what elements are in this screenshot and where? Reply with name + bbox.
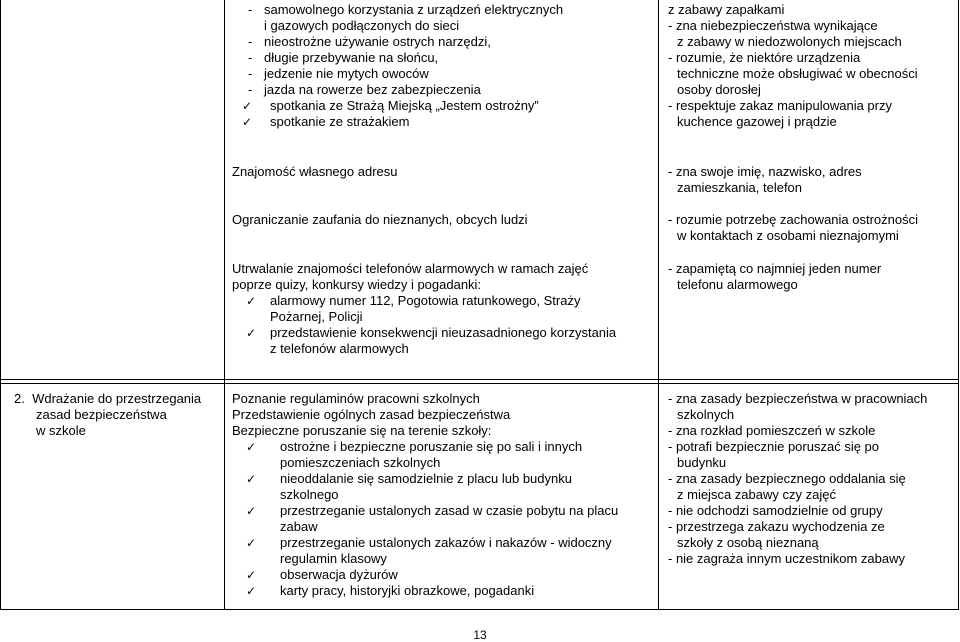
- list-item: [248, 66, 563, 82]
- outcome-line: kuchence gazowej i prądzie: [677, 114, 837, 129]
- table-border-bottom: [0, 609, 959, 610]
- list-item-text: nieostrożne używanie ostrych narzędzi,: [264, 34, 491, 49]
- outcome-line: - nie odchodzi samodzielnie od grupy: [668, 503, 883, 518]
- check-item-text: nieoddalanie się samodzielnie z placu lub budynku: [280, 471, 572, 486]
- check-list-item: [232, 325, 616, 357]
- checkmark-icon: ✓: [242, 99, 253, 113]
- check-item-text: karty pracy, historyjki obrazkowe, pogadanki: [280, 583, 535, 598]
- outcome-line: - zna zasady bezpieczeństwa w pracowniach: [668, 391, 928, 406]
- outcome-line: budynku: [677, 455, 727, 470]
- table-border-left: [0, 0, 1, 610]
- outcome-line: - rozumie, że niektóre urządzenia: [668, 50, 861, 65]
- check-item-text: z telefonów alarmowych: [270, 341, 409, 356]
- top-outcomes: [668, 2, 918, 130]
- address-outcome: [668, 164, 862, 196]
- outcome-line: z zabawy zapałkami: [668, 2, 785, 17]
- checkmark-icon: ✓: [246, 504, 257, 518]
- top-activities: [242, 2, 564, 130]
- trust-outcome-line: - rozumie potrzebę zachowania ostrożności: [668, 212, 919, 227]
- section2-outcomes: [668, 391, 927, 567]
- checkmark-icon: ✓: [246, 568, 257, 582]
- section2-heading: [14, 391, 201, 439]
- table-border-col2: [658, 0, 659, 610]
- dash-bullet: -: [248, 2, 253, 17]
- outcome-line: - zna rozkład pomieszczeń w szkole: [668, 423, 876, 438]
- check-item-text: pomieszczeniach szkolnych: [280, 455, 441, 470]
- outcome-line: - nie zagraża innym uczestnikom zabawy: [668, 551, 905, 566]
- list-item-text: długie przebywanie na słońcu,: [264, 50, 439, 65]
- phones-outcome: [668, 261, 881, 293]
- check-list-item: [242, 98, 563, 114]
- address-outcome-line: - zna swoje imię, nazwisko, adres: [668, 164, 862, 179]
- phones-intro-line: Utrwalanie znajomości telefonów alarmowych w ramach zajęć: [232, 261, 589, 276]
- outcome-line: - przestrzega zakazu wychodzenia ze: [668, 519, 885, 534]
- list-item-text: jedzenie nie mytych owoców: [264, 66, 429, 81]
- outcome-line: z miejsca zabawy czy zajęć: [677, 487, 836, 502]
- list-item: [248, 50, 563, 66]
- section2-heading-line: w szkole: [36, 423, 86, 438]
- section2-intro-line: Przedstawienie ogólnych zasad bezpieczeństwa: [232, 407, 511, 422]
- checkmark-icon: ✓: [246, 472, 257, 486]
- check-list-item: [232, 471, 618, 503]
- section2-activities: [232, 391, 618, 599]
- checkmark-icon: ✓: [246, 326, 257, 340]
- check-list-item: [232, 535, 618, 567]
- list-item-text: jazda na rowerze bez zabezpieczenia: [264, 82, 481, 97]
- check-list-item: [232, 293, 616, 325]
- check-list-item: [232, 439, 618, 471]
- check-item-text: przestrzeganie ustalonych zakazów i nakazów - widoczny: [280, 535, 612, 550]
- dash-bullet: -: [248, 50, 253, 65]
- outcome-line: szkoły z osobą nieznaną: [677, 535, 819, 550]
- checkmark-icon: ✓: [246, 584, 257, 598]
- check-item-text: ostrożne i bezpieczne poruszanie się po sali i innych: [280, 439, 583, 454]
- check-item-text: alarmowy numer 112, Pogotowia ratunkowego, Straży: [270, 293, 581, 308]
- check-item-text: Pożarnej, Policji: [270, 309, 363, 324]
- checkmark-icon: ✓: [242, 115, 253, 129]
- dash-bullet: -: [248, 82, 253, 97]
- check-item-text: zabaw: [280, 519, 318, 534]
- phones-intro-line: poprze quizy, konkursy wiedzy i pogadanki:: [232, 277, 482, 292]
- check-list-item: [232, 583, 618, 599]
- outcome-line: - potrafi bezpiecznie poruszać się po: [668, 439, 880, 454]
- list-item: [248, 34, 563, 50]
- check-list-item: [232, 503, 618, 535]
- phones-outcome-line: - zapamiętą co najmniej jeden numer: [668, 261, 882, 276]
- check-item-text: przedstawienie konsekwencji nieuzasadnionego korzystania: [270, 325, 617, 340]
- check-item-text: szkolnego: [280, 487, 339, 502]
- outcome-line: - respektuje zakaz manipulowania przy: [668, 98, 892, 113]
- outcome-line: szkolnych: [677, 407, 735, 422]
- table-row-divider: [0, 379, 959, 380]
- check-item-text: spotkania ze Strażą Miejską „Jestem ostrożny”: [270, 98, 539, 113]
- trust-title: [232, 212, 528, 228]
- check-list-item: [232, 567, 618, 583]
- section2-heading-line: 2. Wdrażanie do przestrzegania: [14, 391, 202, 406]
- outcome-line: z zabawy w niedozwolonych miejscach: [677, 34, 902, 49]
- checkmark-icon: ✓: [246, 294, 257, 308]
- check-list-item: [242, 114, 563, 130]
- address-title: [232, 164, 397, 180]
- outcome-line: - zna niebezpieczeństwa wynikające: [668, 18, 878, 33]
- list-item: [248, 2, 563, 34]
- trust-title-text: Ograniczanie zaufania do nieznanych, obcych ludzi: [232, 212, 528, 227]
- check-item-text: przestrzeganie ustalonych zasad w czasie pobytu na placu: [280, 503, 619, 518]
- page-number: 13: [473, 628, 487, 642]
- outcome-line: techniczne może obsługiwać w obecności: [677, 66, 918, 81]
- trust-outcome: [668, 212, 918, 244]
- trust-outcome-line: w kontaktach z osobami nieznajomymi: [677, 228, 899, 243]
- check-item-text: obserwacja dyżurów: [280, 567, 398, 582]
- section2-intro-line: Bezpieczne poruszanie się na terenie szkoły:: [232, 423, 492, 438]
- checkmark-icon: ✓: [246, 440, 257, 454]
- phones-outcome-line: telefonu alarmowego: [677, 277, 798, 292]
- section2-intro-line: Poznanie regulaminów pracowni szkolnych: [232, 391, 480, 406]
- dash-bullet: -: [248, 34, 253, 49]
- address-title-text: Znajomość własnego adresu: [232, 164, 398, 179]
- outcome-line: osoby dorosłej: [677, 82, 761, 97]
- list-item: [248, 82, 563, 98]
- list-item-text: i gazowych podłączonych do sieci: [264, 18, 460, 33]
- checkmark-icon: ✓: [246, 536, 257, 550]
- address-outcome-line: zamieszkania, telefon: [677, 180, 803, 195]
- outcome-line: - zna zasady bezpiecznego oddalania się: [668, 471, 906, 486]
- section2-heading-line: zasad bezpieczeństwa: [36, 407, 167, 422]
- table-border-col1: [224, 0, 225, 610]
- list-item-text: samowolnego korzystania z urządzeń elektrycznych: [264, 2, 564, 17]
- phones-block: [232, 261, 616, 357]
- dash-bullet: -: [248, 66, 253, 81]
- check-item-text: regulamin klasowy: [280, 551, 387, 566]
- check-item-text: spotkanie ze strażakiem: [270, 114, 410, 129]
- table-row-divider-2: [0, 383, 959, 384]
- table-border-right: [958, 0, 959, 610]
